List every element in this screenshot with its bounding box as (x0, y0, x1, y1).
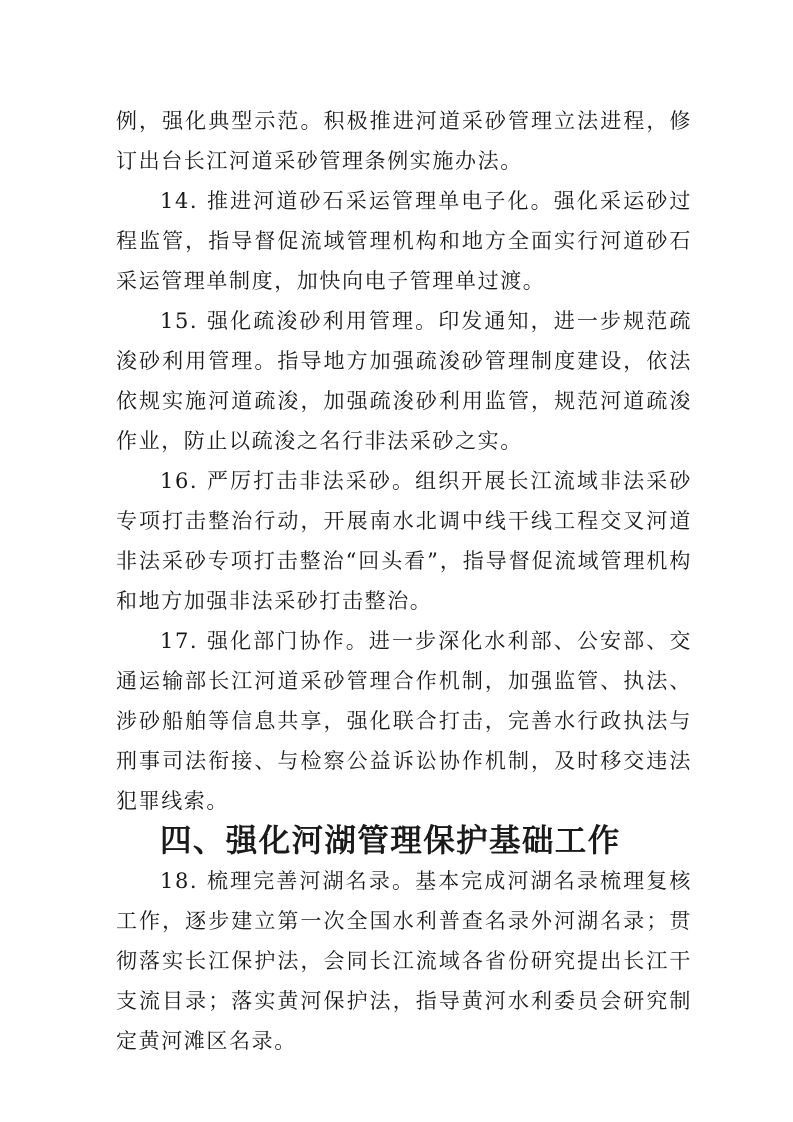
paragraph-item-15: 15. 强化疏浚砂利用管理。印发通知，进一步规范疏浚砂利用管理。指导地方加强疏浚砂管理制度建设，依法依规实施河道疏浚，加强疏浚砂利用监管，规范河道疏浚作业，防止以疏浚之名行非法采砂之实。 (116, 309, 692, 453)
paragraph-item-17: 17. 强化部门协作。进一步深化水利部、公安部、交通运输部长江河道采砂管理合作机制，加强监管、执法、涉砂船舶等信息共享，强化联合打击，完善水行政执法与刑事司法衔接、与检察公益诉讼协作机制，及时移交违法犯罪线索。 (116, 629, 692, 813)
paragraph-item-16: 16. 严厉打击非法采砂。组织开展长江流域非法采砂专项打击整治行动，开展南水北调中线干线工程交叉河道非法采砂专项打击整治“回头看”，指导督促流域管理机构和地方加强非法采砂打击整治。 (116, 469, 692, 613)
document-page (116, 101, 692, 1061)
paragraph-continuation: 例，强化典型示范。积极推进河道采砂管理立法进程，修订出台长江河道采砂管理条例实施办法。 (116, 109, 692, 173)
paragraph-item-14: 14. 推进河道砂石采运管理单电子化。强化采运砂过程监管，指导督促流域管理机构和地方全面实行河道砂石采运管理单制度，加快向电子管理单过渡。 (116, 189, 692, 293)
section-heading: 四、强化河湖管理保护基础工作 (160, 823, 621, 859)
paragraph-item-18: 18. 梳理完善河湖名录。基本完成河湖名录梳理复核工作，逐步建立第一次全国水利普查名录外河湖名录；贯彻落实长江保护法，会同长江流域各省份研究提出长江干支流目录；落实黄河保护法，指导黄河水利委员会研究制定黄河滩区名录。 (116, 869, 692, 1053)
